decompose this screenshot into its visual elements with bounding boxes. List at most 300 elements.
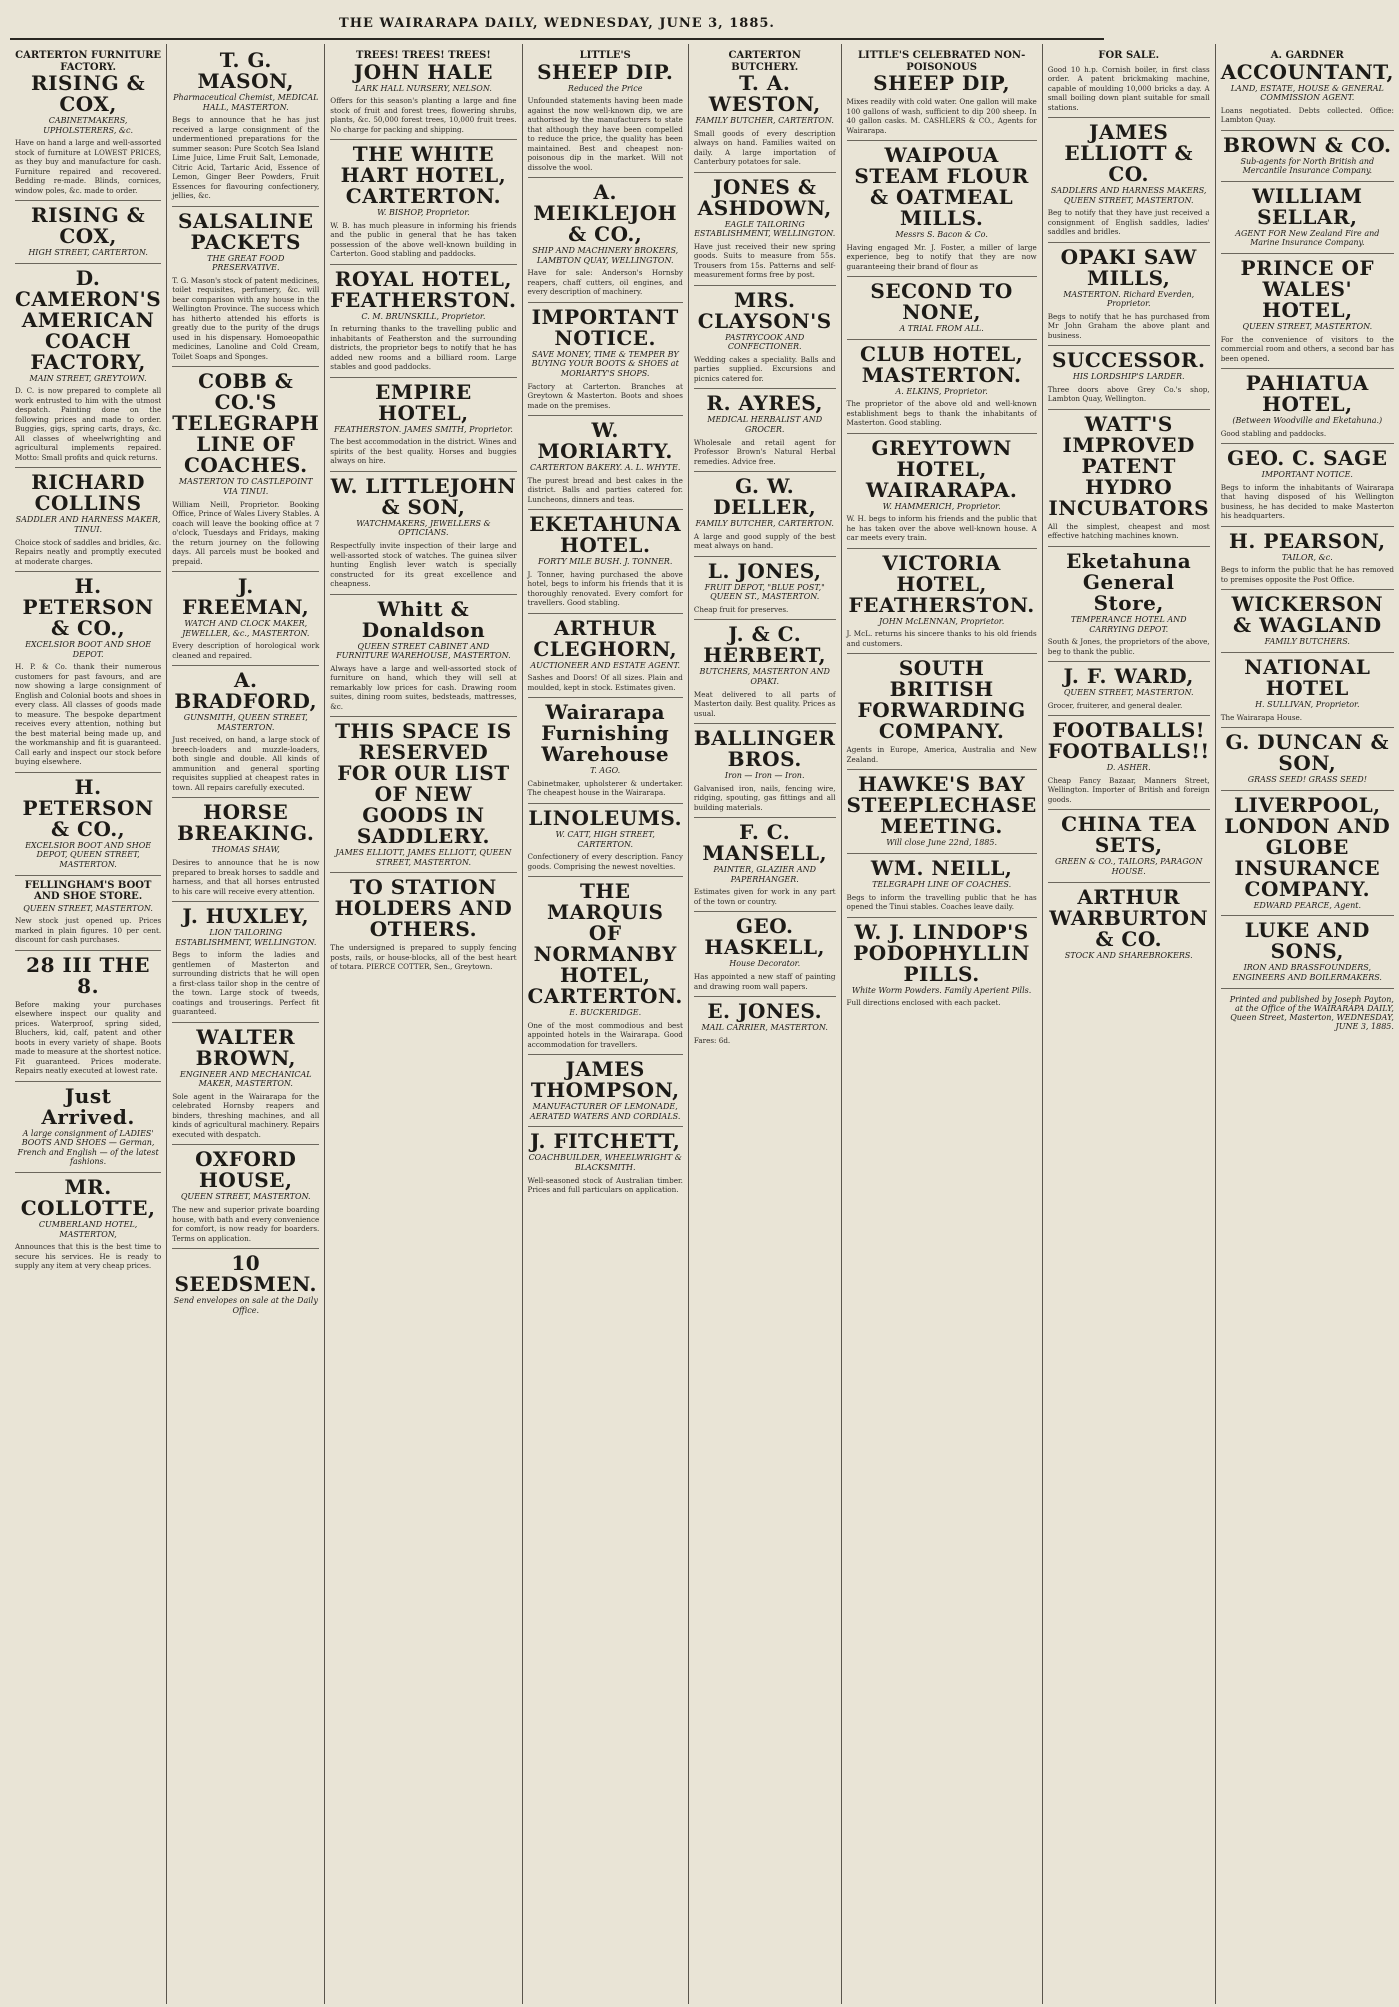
advertisement: [172, 207, 319, 368]
ad-heading: TREES! TREES! TREES!: [356, 50, 491, 61]
ad-heading: FOR SALE.: [1098, 50, 1160, 61]
advertisement: [172, 902, 319, 1023]
ad-body: South & Jones, the proprietors of the above, beg to thank the public.: [1047, 637, 1210, 656]
ad-body: New stock just opened up. Prices marked in plain figures. 10 per cent. discount for cash purchases.: [15, 916, 162, 945]
advertisement: [1221, 46, 1394, 131]
ad-body: All the simplest, cheapest and most effective hatching machines known.: [1047, 521, 1210, 541]
advertisement: [15, 1173, 161, 1276]
ad-body: Full directions enclosed with each packet.: [846, 998, 1001, 1008]
column-7: [1043, 44, 1216, 2004]
ad-body: Cabinetmaker, upholsterer & undertaker. The cheapest house in the Wairarapa.: [527, 778, 683, 798]
ad-heading: A. GARDNER: [1270, 50, 1344, 61]
ad-title: 10 SEEDSMEN.: [174, 1251, 318, 1296]
ad-body: W. B. has much pleasure in informing his friends and the public in general that he has taken possession of the above well-known building in Carterton. Good stabling and paddocks.: [330, 220, 517, 259]
ad-subtitle: EDWARD PEARCE, Agent.: [1253, 900, 1362, 910]
ad-title: RISING & COX,: [31, 203, 146, 249]
ad-subtitle: Will close June 22nd, 1885.: [886, 838, 998, 848]
ad-subtitle: A. ELKINS, Proprietor.: [895, 386, 988, 396]
ad-body: Before making your purchases elsewhere inspect our quality and prices. Waterproof, spring sided, Bluchers, kid, calf, patent and other boots in every variety of shape. Boots made to measure at the shortest notice. Fit guaranteed. Prices moderate. Repairs neatly executed at lowest rate.: [15, 999, 162, 1076]
ad-subtitle: EAGLE TAILORING ESTABLISHMENT, WELLINGTON.: [694, 219, 836, 239]
advertisement: [330, 265, 516, 378]
ad-heading: CARTERTON BUTCHERY.: [728, 50, 801, 73]
advertisement: [1221, 131, 1394, 182]
advertisement: [1048, 410, 1210, 547]
ad-subtitle: THE GREAT FOOD PRESERVATIVE.: [207, 253, 285, 273]
ad-body: Wholesale and retail agent for Professor Brown's Natural Herbal remedies. Advice free.: [693, 437, 836, 466]
advertisement: [694, 389, 836, 472]
ad-title: T. G. MASON,: [197, 48, 294, 93]
ad-subtitle: QUEEN STREET, MASTERTON.: [1242, 322, 1373, 332]
ad-title: J. FITCHETT,: [530, 1129, 681, 1154]
advertisement: [694, 818, 836, 912]
ad-subtitle: A TRIAL FROM ALL.: [899, 324, 984, 334]
ad-subtitle: SHIP AND MACHINERY BROKERS, LAMBTON QUAY, WELLINGTON.: [532, 246, 679, 265]
ad-title: BROWN & CO.: [1223, 132, 1392, 157]
ad-subtitle: EXCELSIOR BOOT AND SHOE DEPOT.: [25, 640, 152, 659]
advertisement: [528, 303, 683, 416]
ad-body: Grocer, fruiterer, and general dealer.: [1047, 700, 1183, 710]
advertisement: [694, 724, 836, 818]
ad-body: William Neill, Proprietor. Booking Office, Prince of Wales Livery Stables. A coach will leave the booking office at 7 o'clock, Tuesdays and Fridays, making the return journey on the following days. All parcels must be booked and prepaid.: [172, 499, 320, 566]
ad-body: T. G. Mason's stock of patent medicines, toilet requisites, perfumery, &c. will bear comparison with any house in the Wellington Province. The success which has hitherto attended his efforts is greatly due to the purity of the drugs used in his dispensary. Homoeopathic medicines, Lanoline and Cold Cream, Toilet Soaps and Sponges.: [172, 275, 320, 361]
advertisement: [1048, 118, 1210, 243]
advertisement: [528, 178, 683, 303]
ad-title: E. JONES.: [707, 999, 823, 1023]
ad-title: L. JONES,: [707, 558, 822, 583]
ad-title: VICTORIA HOTEL, FEATHERSTON.: [848, 550, 1035, 617]
ad-subtitle: MEDICAL HERBALIST AND GROCER.: [707, 415, 823, 435]
ad-subtitle: CUMBERLAND HOTEL, MASTERTON,: [38, 1220, 138, 1239]
advertisement: [528, 416, 683, 510]
advertisement: [694, 620, 836, 724]
advertisement: [330, 873, 516, 977]
ad-title: PAHIATUA HOTEL,: [1245, 371, 1369, 417]
ad-body: H. P. & Co. thank their numerous customers for past favours, and are now showing a large consignment of English and Colonial boots and shoes in every class. All classes of goods made to measure. The bespoke department receives every attention, nothing but the best material being made up, and the workmanship and fit is guaranteed. Call early and inspect our stock before buying elsewhere.: [15, 662, 162, 767]
ad-subtitle: Sub-agents for North British and Mercantile Insurance Company.: [1240, 156, 1375, 176]
ad-subtitle: W. CATT, HIGH STREET, CARTERTON.: [555, 829, 655, 849]
ad-title: ACCOUNTANT,: [1220, 59, 1394, 84]
ad-title: THE WHITE HART HOTEL, CARTERTON.: [340, 142, 507, 209]
advertisement: [330, 140, 516, 265]
ad-body: Choice stock of saddles and bridles, &c. Repairs neatly and promptly executed at moderate charges.: [15, 537, 162, 566]
ad-title: WM. NEILL,: [870, 856, 1013, 881]
advertisement: [528, 698, 683, 804]
column-6: [842, 44, 1043, 2004]
advertisement: [1221, 728, 1394, 791]
advertisement: [1221, 369, 1394, 444]
ad-subtitle: (Between Woodville and Eketahuna.): [1232, 416, 1383, 426]
ad-title: H. PETERSON & CO.,: [22, 574, 154, 641]
ad-subtitle: AUCTIONEER AND ESTATE AGENT.: [530, 660, 681, 670]
ad-body: The Wairarapa House.: [1220, 712, 1303, 722]
ad-title: SECOND TO NONE,: [870, 279, 1013, 325]
ad-title: H. PETERSON & CO.,: [22, 774, 154, 841]
ad-subtitle: White Worm Powders. Family Aperient Pills.: [851, 985, 1032, 995]
ad-title: JAMES THOMPSON,: [530, 1057, 680, 1103]
ad-body: The undersigned is prepared to supply fencing posts, rails, or house-blocks, all of the best heart of totara. PIERCE COTTER, Sen., Greytown.: [330, 943, 517, 972]
ad-body: Just received, on hand, a large stock of breech-loaders and muzzle-loaders, both single and double. All kinds of ammunition and general sporting requisites supplied at cheapest rates in town. All repairs carefully executed.: [172, 735, 320, 792]
ad-body: One of the most commodious and best appointed hotels in the Wairarapa. Good accommodation for travellers.: [527, 1020, 683, 1049]
ad-title: THIS SPACE IS RESERVED FOR OUR LIST OF NEW GOODS IN SADDLERY.: [335, 719, 512, 849]
ad-title: RISING & COX,: [31, 71, 146, 116]
ad-title: Whitt & Donaldson: [361, 596, 486, 642]
ad-title: 28 III THE 8.: [26, 952, 151, 998]
ad-title: PRINCE OF WALES' HOTEL,: [1240, 256, 1375, 323]
ad-subtitle: BUTCHERS, MASTERTON AND OPAKI.: [699, 667, 830, 687]
ad-body: Offers for this season's planting a large and fine stock of fruit and forest trees, flowering shrubs, plants, &c. 50,000 forest trees, 10,000 fruit trees. No charge for packing and shipping.: [330, 96, 517, 134]
ad-title: TO STATION HOLDERS AND OTHERS.: [334, 875, 513, 942]
advertisement: [528, 804, 683, 877]
ad-title: ARTHUR WARBURTON & CO.: [1049, 884, 1209, 951]
advertisement: [1221, 254, 1394, 369]
advertisement: [694, 997, 836, 1050]
advertisement: [528, 46, 683, 178]
ad-title: WALTER BROWN,: [195, 1024, 296, 1070]
ad-body: Unfounded statements having been made against the now well-known dip, we are authorised by the manufacturers to state that although they have been compelled to reduce the price, the quality has been maintained. Best and cheapest non-poisonous dip in the market. Will not dissolve the wool.: [527, 96, 683, 172]
ad-title: GEO. HASKELL,: [704, 914, 825, 960]
ad-subtitle: PAINTER, GLAZIER AND PAPERHANGER.: [713, 865, 817, 884]
ad-subtitle: House Decorator.: [729, 959, 801, 969]
ad-title: J. FREEMAN,: [182, 574, 310, 620]
ad-subtitle: A large consignment of LADIES' BOOTS AND SHOES — German, French and English — of the latest fashions.: [17, 1128, 159, 1167]
ad-title: J. & C. HERBERT,: [703, 622, 827, 668]
ad-title: R. AYRES,: [706, 391, 823, 416]
ad-title: JAMES ELLIOTT & CO.: [1064, 120, 1194, 186]
ad-subtitle: QUEEN STREET, MASTERTON.: [23, 903, 153, 913]
ad-body: Begs to announce that he has just received a large consignment of the undermentioned preparations for the summer season: Pure Scotch Sea Island Lime Juice, Lime Fruit Salt, Lemonade, Citric Acid, Tartaric Acid, Essence of Lemon, Ginger Beer Powders, Fruit Essences for flavouring confectionery, jellies, &c.: [172, 115, 320, 201]
advertisement: [15, 46, 161, 201]
ad-body: The proprietor of the above old and well-known establishment begs to thank the inhabitants of Masterton. Good stabling.: [846, 399, 1037, 428]
ad-body: Factory at Carterton. Branches at Greytown & Masterton. Boots and shoes made on the premises.: [527, 381, 683, 410]
ad-subtitle: PASTRYCOOK AND CONFECTIONER.: [725, 332, 805, 352]
ad-subtitle: STOCK AND SHAREBROKERS.: [1064, 950, 1193, 960]
ad-body: Mixes readily with cold water. One gallon will make 100 gallons of wash, sufficient to dip 200 sheep. In 40 gallon casks. M. CASHLERS & CO., Agents for Wairarapa.: [846, 97, 1037, 135]
ad-title: Wairarapa Furnishing Warehouse: [541, 700, 670, 767]
ad-title: JOHN HALE: [353, 59, 494, 84]
ad-body: J. McL. returns his sincere thanks to his old friends and customers.: [846, 629, 1037, 648]
ad-title: CLUB HOTEL, MASTERTON.: [860, 341, 1024, 387]
ad-subtitle: QUEEN STREET, MASTERTON.: [180, 1192, 311, 1202]
ad-subtitle: Reduced the Price: [567, 83, 643, 93]
ad-body: W. H. begs to inform his friends and the public that he has taken over the above well-known house. A car meets every train.: [846, 514, 1037, 543]
advertisement: [330, 46, 516, 140]
ad-title: SALSALINE PACKETS: [178, 208, 314, 254]
ad-subtitle: T. AGO.: [590, 766, 621, 776]
ad-subtitle: JOHN McLENNAN, Proprietor.: [879, 616, 1005, 626]
advertisement: [694, 46, 836, 173]
ad-body: Good 10 h.p. Cornish boiler, in first class order. A patent brickmaking machine, capable of moulding 10,000 bricks a day. A small boiling down plant suitable for small stations.: [1047, 64, 1210, 112]
ad-subtitle: FEATHERSTON. JAMES SMITH, Proprietor.: [333, 424, 513, 434]
advertisement: [330, 595, 516, 718]
advertisement: [1048, 883, 1210, 966]
ad-subtitle: IMPORTANT NOTICE.: [1261, 470, 1353, 480]
ad-subtitle: AGENT FOR New Zealand Fire and Marine Insurance Company.: [1235, 228, 1380, 248]
ad-subtitle: E. BUCKERIDGE.: [569, 1008, 642, 1018]
ad-body: Meat delivered to all parts of Masterton daily. Best quality. Prices as usual.: [693, 689, 836, 718]
ad-title: T. A. WESTON,: [708, 71, 821, 116]
advertisement: [1221, 916, 1394, 988]
ad-title: WILLIAM SELLAR,: [1252, 183, 1363, 229]
ad-subtitle: LAND, ESTATE, HOUSE & GENERAL COMMISSION AGENT.: [1230, 83, 1384, 103]
advertisement: [847, 549, 1037, 655]
ad-subtitle: CARTERTON BAKERY. A. L. WHYTE.: [530, 463, 681, 473]
ad-body: Well-seasoned stock of Australian timber. Prices and full particulars on application.: [527, 1175, 683, 1195]
advertisement: [1048, 662, 1210, 716]
ad-body: Announces that this is the best time to secure his services. He is ready to supply any item at very cheap prices.: [15, 1242, 162, 1271]
ad-title: OPAKI SAW MILLS,: [1060, 244, 1197, 290]
masthead: [10, 8, 1104, 40]
advertisement: [1221, 590, 1394, 653]
advertisement: [847, 434, 1037, 549]
advertisement: [1048, 810, 1210, 882]
ad-body: Have for sale: Anderson's Hornsby reapers, chaff cutters, oil engines, and every description of machinery.: [527, 268, 683, 297]
ad-title: EKETAHUNA HOTEL.: [529, 512, 682, 558]
column-1: [10, 44, 167, 2004]
ad-subtitle: HIGH STREET, CARTERTON.: [28, 248, 148, 258]
ad-subtitle: CABINETMAKERS, UPHOLSTERERS, &c.: [43, 116, 134, 135]
ad-title: SUCCESSOR.: [1051, 348, 1206, 373]
ad-subtitle: H. SULLIVAN, Proprietor.: [1255, 700, 1360, 710]
advertisement: [172, 1145, 319, 1249]
ad-body: Agents in Europe, America, Australia and New Zealand.: [846, 745, 1037, 764]
ad-body: Desires to announce that he is now prepared to break horses to saddle and harness, and that all horses entrusted to his care will receive every attention.: [172, 858, 320, 896]
ad-title: EMPIRE HOTEL,: [375, 379, 472, 425]
masthead-title: THE WAIRARAPA DAILY, WEDNESDAY, JUNE 3, 1885.: [339, 15, 775, 31]
ad-title: IMPORTANT NOTICE.: [531, 304, 679, 350]
ad-title: LIVERPOOL, LONDON AND GLOBE INSURANCE COMPANY.: [1224, 792, 1391, 901]
ad-body: Begs to inform the travelling public that he has opened the Tinui stables. Coaches leave daily.: [846, 892, 1037, 912]
ad-body: In returning thanks to the travelling public and inhabitants of Featherston and the surrounding districts, the proprietor begs to notify that he has added new rooms and a billiard room. Large stables and good paddocks.: [330, 324, 517, 372]
ad-subtitle: COACHBUILDER, WHEELWRIGHT & BLACKSMITH.: [528, 1153, 682, 1172]
column-3: [325, 44, 522, 2004]
ad-title: COBB & CO.'S TELEGRAPH LINE OF COACHES.: [172, 369, 320, 478]
advertisement: [1048, 716, 1210, 810]
ad-subtitle: Pharmaceutical Chemist, MEDICAL HALL, MASTERTON.: [173, 93, 319, 112]
ad-body: The new and superior private boarding house, with bath and every convenience for comfort, is now ready for boarders. Terms on application.: [172, 1205, 320, 1243]
ad-subtitle: GREEN & CO., TAILORS, PARAGON HOUSE.: [1055, 857, 1203, 876]
advertisement: [694, 912, 836, 997]
advertisement: [847, 770, 1037, 854]
ad-title: ARTHUR CLEGHORN,: [533, 615, 678, 661]
advertisement: [330, 378, 516, 472]
advertisement: [330, 472, 516, 595]
ad-title: H. PEARSON,: [1229, 528, 1386, 553]
ad-body: The best accommodation in the district. Wines and spirits of the best quality. Horses and buggies always on hire.: [330, 437, 517, 466]
ad-subtitle: JAMES ELLIOTT, JAMES ELLIOTT, QUEEN STREET, MASTERTON.: [335, 848, 512, 867]
ad-subtitle: W. BISHOP, Proprietor.: [377, 208, 470, 218]
ad-subtitle: SAVE MONEY, TIME & TEMPER BY BUYING YOUR BOOTS & SHOES at MORIARTY'S SHOPS.: [531, 349, 679, 378]
advertisement: [1221, 182, 1394, 254]
ad-subtitle: TELEGRAPH LINE OF COACHES.: [872, 880, 1012, 890]
ad-body: A large and good supply of the best meat always on hand.: [693, 531, 836, 551]
advertisement: [847, 654, 1037, 770]
advertisement: [694, 286, 836, 390]
advertisement: [1048, 243, 1210, 347]
ad-title: SHEEP DIP,: [873, 71, 1011, 95]
advertisement: [847, 340, 1037, 434]
ad-heading: LITTLE'S CELEBRATED NON-POISONOUS: [858, 50, 1026, 73]
ad-subtitle: SADDLERS AND HARNESS MAKERS, QUEEN STREET, MASTERTON.: [1050, 186, 1207, 205]
ad-subtitle: Iron — Iron — Iron.: [724, 771, 805, 781]
ad-subtitle: SADDLER AND HARNESS MAKER, TINUI.: [15, 515, 161, 534]
ad-body: Begs to inform the public that he has removed to premises opposite the Post Office.: [1220, 565, 1394, 584]
ad-subtitle: GRASS SEED! GRASS SEED!: [1247, 775, 1367, 785]
ad-title: W. MORIARTY.: [537, 418, 673, 464]
ad-title: MR. COLLOTTE,: [20, 1175, 156, 1220]
advertisement: [528, 1055, 683, 1127]
ad-subtitle: LARK HALL NURSERY, NELSON.: [354, 83, 492, 93]
ad-title: HORSE BREAKING.: [177, 800, 315, 846]
advertisement: [1221, 791, 1394, 917]
ad-title: LUKE AND SONS,: [1244, 918, 1370, 964]
advertisement: [1221, 527, 1394, 591]
advertisement: [694, 472, 836, 557]
ad-body: Loans negotiated. Debts collected. Office: Lambton Quay.: [1220, 105, 1394, 125]
ad-subtitle: FRUIT DEPOT, "BLUE POST," QUEEN ST., MASTERTON.: [704, 582, 825, 602]
ad-title: A. MEIKLEJOH & CO.,: [533, 180, 678, 247]
ad-title: GEO. C. SAGE: [1227, 446, 1388, 471]
ad-body: Have on hand a large and well-assorted stock of furniture at LOWEST PRICES, as they buy and manufacture for cash. Furniture repaired and recovered. Bedding re-made. Blinds, cornices, window poles, &c. made to order.: [15, 138, 162, 195]
columns: [10, 44, 1394, 2004]
advertisement: [694, 557, 836, 621]
ad-subtitle: FAMILY BUTCHER, CARTERTON.: [695, 519, 834, 529]
ad-subtitle: MASTERTON TO CASTLEPOINT VIA TINUI.: [178, 477, 313, 496]
ad-subtitle: WATCH AND CLOCK MAKER, JEWELLER, &c., MASTERTON.: [182, 619, 310, 638]
advertisement: [847, 854, 1037, 918]
printer-imprint: Printed and published by Joseph Payton, at the Office of the WAIRARAPA DAILY, Queen Street, Masterton, WEDNESDAY, JUNE 3, 1885.: [1229, 994, 1394, 1031]
ad-title: WATT'S IMPROVED PATENT HYDRO INCUBATORS: [1048, 411, 1210, 520]
ad-body: Fares: 6d.: [693, 1035, 731, 1045]
ad-body: Sashes and Doors! Of all sizes. Plain and moulded, kept in stock. Estimates given.: [527, 673, 683, 692]
ad-body: Cheap Fancy Bazaar, Manners Street, Wellington. Importer of British and foreign goods.: [1047, 775, 1210, 804]
advertisement: [847, 277, 1037, 340]
column-8: [1216, 44, 1399, 2004]
advertisement: [15, 264, 161, 469]
ad-body: Three doors above Grey Co.'s shop, Lambton Quay, Wellington.: [1047, 384, 1210, 404]
advertisement: [172, 1023, 319, 1146]
ad-title: G. W. DELLER,: [713, 474, 817, 520]
advertisement: [172, 46, 319, 207]
advertisement: [847, 918, 1037, 1013]
ad-body: Confectionery of every description. Fancy goods. Comprising the newest novelties.: [527, 852, 683, 871]
ad-title: SHEEP DIP.: [537, 59, 674, 84]
ad-body: Has appointed a new staff of painting and drawing room wall papers.: [693, 972, 836, 991]
ad-title: WICKERSON & WAGLAND: [1231, 592, 1384, 638]
ad-title: HAWKE'S BAY STEEPLECHASE MEETING.: [846, 772, 1037, 839]
ad-title: RICHARD COLLINS: [31, 470, 145, 516]
ad-title: OXFORD HOUSE,: [195, 1147, 297, 1193]
ad-subtitle: FAMILY BUTCHER, CARTERTON.: [695, 116, 834, 125]
ad-subtitle: TAILOR, &c.: [1281, 552, 1333, 562]
ad-body: Beg to notify that they have just received a consignment of English saddles, ladies' saddles and bridles.: [1047, 208, 1210, 237]
column-4: [523, 44, 689, 2004]
advertisement: [528, 614, 683, 699]
advertisement: [172, 367, 319, 572]
ad-body: Always have a large and well-assorted stock of furniture on hand, which they will sell at remarkably low prices for cash. Drawing room suites, dining room suites, bedsteads, mattresses, &c.: [330, 663, 517, 711]
ad-subtitle: HIS LORDSHIP'S LARDER.: [1072, 372, 1185, 382]
ad-subtitle: THOMAS SHAW,: [211, 845, 280, 855]
ad-subtitle: ENGINEER AND MECHANICAL MAKER, MASTERTON.: [179, 1069, 312, 1089]
advertisement: [172, 798, 319, 902]
ad-body: Good stabling and paddocks.: [1220, 428, 1327, 438]
ad-subtitle: C. M. BRUNSKILL, Proprietor.: [361, 311, 486, 321]
ad-title: WAIPOUA STEAM FLOUR & OATMEAL MILLS.: [854, 143, 1029, 230]
ad-subtitle: QUEEN STREET CABINET AND FURNITURE WAREHOUSE, MASTERTON.: [336, 641, 511, 661]
ad-heading: CARTERTON FURNITURE FACTORY.: [15, 50, 162, 73]
advertisement: [528, 877, 683, 1055]
ad-title: FOOTBALLS! FOOTBALLS!!: [1047, 718, 1210, 764]
ad-subtitle: TEMPERANCE HOTEL AND CARRYING DEPOT.: [1070, 614, 1187, 634]
ad-body: Cheap fruit for preserves.: [693, 604, 789, 614]
ad-subtitle: WATCHMAKERS, JEWELLERS & OPTICIANS.: [356, 518, 491, 538]
advertisement: [15, 1082, 161, 1173]
ad-body: For the convenience of visitors to the commercial room and others, a second bar has been opened.: [1220, 334, 1394, 363]
ad-subtitle: MASTERTON. Richard Everden, Proprietor.: [1063, 289, 1195, 309]
ad-subtitle: FAMILY BUTCHERS.: [1264, 637, 1350, 647]
ad-subtitle: MAIN STREET, GREYTOWN.: [29, 373, 147, 383]
ad-title: J. HUXLEY,: [182, 904, 310, 929]
advertisement: [172, 1249, 319, 1320]
ad-subtitle: W. HAMMERICH, Proprietor.: [882, 501, 1001, 511]
ad-subtitle: Send envelopes on sale at the Daily Office.: [173, 1296, 318, 1315]
ad-subtitle: D. ASHER.: [1106, 763, 1151, 773]
ad-body: Wedding cakes a speciality. Balls and parties supplied. Excursions and picnics catered for.: [693, 354, 836, 383]
ad-body: Having engaged Mr. J. Foster, a miller of large experience, beg to notify that they are now guaranteeing their brand of flour as: [846, 242, 1037, 271]
ad-title: GREYTOWN HOTEL, WAIRARAPA.: [865, 435, 1018, 502]
ad-body: J. Tonner, having purchased the above hotel, begs to inform his friends that it is thoroughly renovated. Every comfort for travellers. Good stabling.: [527, 569, 683, 608]
ad-title: A. BRADFORD,: [174, 668, 318, 714]
ad-title: ROYAL HOTEL, FEATHERSTON.: [330, 266, 517, 312]
ad-subtitle: MANUFACTURER OF LEMONADE, AERATED WATERS AND CORDIALS.: [530, 1102, 681, 1121]
ad-title: Eketahuna General Store,: [1066, 548, 1192, 615]
ad-body: The purest bread and best cakes in the district. Balls and parties catered for. Luncheons, dinners and teas.: [527, 475, 683, 504]
ad-body: Respectfully invite inspection of their large and well-assorted stock of watches. The guinea silver hunting English lever watch is specially constructed for its great excellence and cheapness.: [330, 541, 517, 589]
ad-title: LINOLEUMS.: [528, 805, 683, 830]
ad-subtitle: FORTY MILE BUSH. J. TONNER.: [538, 557, 673, 567]
column-2: [167, 44, 325, 2004]
ad-title: JONES & ASHDOWN,: [697, 174, 832, 220]
ad-title: W. LITTLEJOHN & SON,: [330, 473, 517, 519]
advertisement: [15, 773, 161, 876]
advertisement: [172, 666, 319, 798]
advertisement: [1221, 653, 1394, 728]
ad-title: G. DUNCAN & SON,: [1225, 730, 1390, 776]
ad-subtitle: IRON AND BRASSFOUNDERS, ENGINEERS AND BOILERMAKERS.: [1232, 963, 1382, 982]
advertisement: [1048, 346, 1210, 410]
ad-body: Every description of horological work cleaned and repaired.: [172, 641, 320, 660]
ad-body: Begs to notify that he has purchased from Mr John Graham the above plant and business.: [1047, 311, 1210, 340]
advertisement: [15, 951, 161, 1082]
advertisement: [15, 468, 161, 572]
ad-subtitle: GUNSMITH, QUEEN STREET, MASTERTON.: [183, 713, 308, 732]
ad-title: F. C. MANSELL,: [702, 820, 828, 866]
ad-body: Small goods of every description always on hand. Families waited on daily. A large importation of Canterbury potatoes for sale.: [693, 128, 836, 167]
advertisement: [15, 572, 161, 773]
advertisement: [847, 46, 1037, 141]
ad-body: Begs to inform the ladies and gentlemen of Masterton and surrounding districts that he will open a first-class tailor shop in the centre of the town. Large stock of tweeds, coatings and trouserings. Perfect fit guaranteed.: [172, 950, 320, 1017]
ad-body: Begs to inform the inhabitants of Wairarapa that having disposed of his Wellington business, he has decided to make Masterton his headquarters.: [1220, 482, 1394, 521]
ad-heading: LITTLE'S: [579, 50, 631, 61]
advertisement: [694, 173, 836, 286]
ad-title: NATIONAL HOTEL: [1244, 655, 1371, 701]
ad-body: Estimates given for work in any part of the town or country.: [693, 887, 836, 906]
ad-title: W. J. LINDOP'S PODOPHYLLIN PILLS.: [853, 919, 1030, 986]
ad-body: D. C. is now prepared to complete all work entrusted to him with the utmost despatch. Painting done on the following prices and made to order. Buggies, gigs, spring carts, drays, &c. All classes of wheelwrighting and agricultural implements repaired. Motto: Small profits and quick returns.: [15, 386, 162, 462]
advertisement: [330, 717, 516, 873]
advertisement: [528, 1127, 683, 1199]
advertisement: [172, 572, 319, 666]
advertisement: [1048, 547, 1210, 662]
